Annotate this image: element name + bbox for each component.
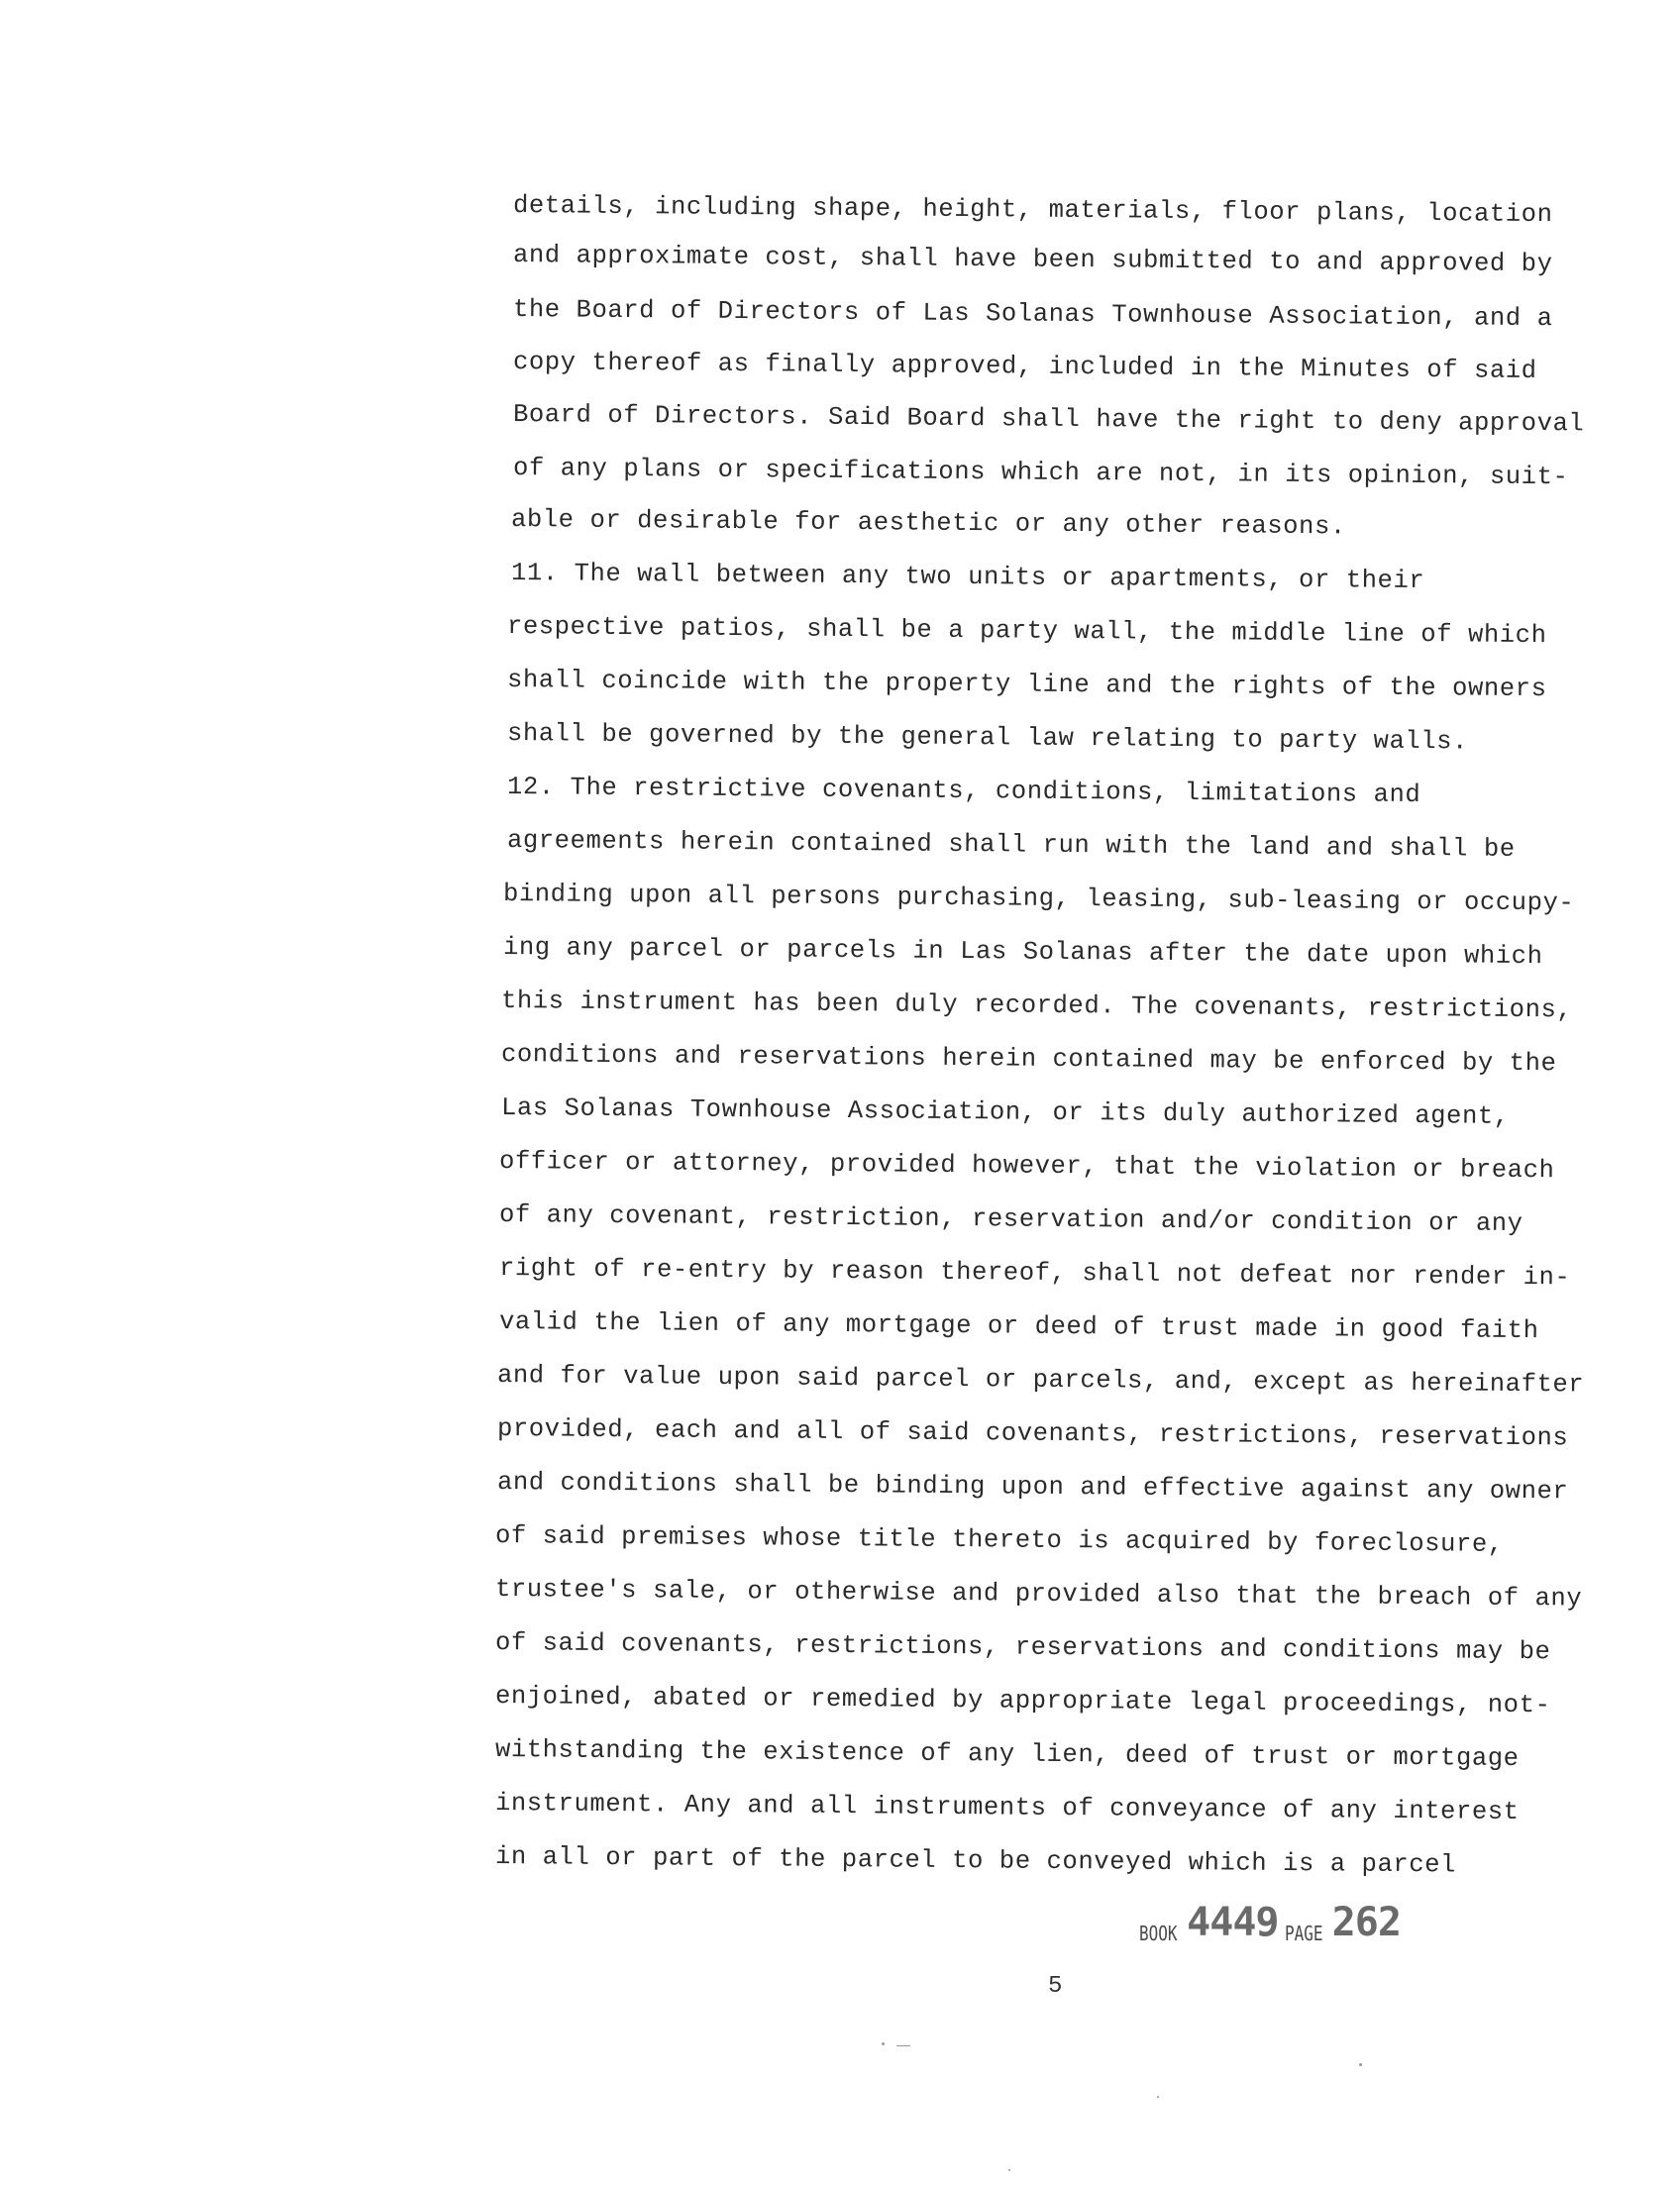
text-line: and conditions shall be binding upon and effective against any owner — [496, 1468, 1569, 1507]
text-line: copy thereof as finally approved, included in the Minutes of said — [512, 348, 1537, 386]
text-line: ing any parcel or parcels in Las Solanas after the date upon which — [502, 933, 1543, 972]
text-line: in all or part of the parcel to be conveyed which is a parcel — [494, 1842, 1457, 1880]
text-line: the Board of Directors of Las Solanas Townhouse Association, and a — [512, 295, 1553, 334]
page-number: 5 — [1048, 1973, 1063, 2000]
scan-speck — [1157, 2096, 1159, 2098]
text-line: conditions and reservations herein contained may be enforced by the — [500, 1040, 1557, 1079]
text-line: 11. The wall between any two units or apartments, or their — [510, 559, 1425, 596]
scan-speck — [1359, 2063, 1362, 2066]
stamp-book-number: 4449 — [1187, 1900, 1279, 1945]
text-line: of said covenants, restrictions, reservations and conditions may be — [494, 1628, 1551, 1667]
scan-speck — [896, 2045, 910, 2046]
text-line: provided, each and all of said covenants, restrictions, reservations — [496, 1414, 1569, 1453]
text-line: Board of Directors. Said Board shall have the right to deny approval — [512, 400, 1585, 439]
text-line: able or desirable for aesthetic or any other reasons. — [510, 505, 1346, 542]
text-line: agreements herein contained shall run with the land and shall be — [506, 826, 1516, 864]
text-line: 12. The restrictive covenants, conditions, limitations and — [506, 773, 1421, 810]
stamp-book-label: BOOK — [1139, 1922, 1178, 1945]
scan-speck — [1008, 2169, 1010, 2171]
text-line: of any plans or specifications which are not, in its opinion, suit- — [512, 454, 1569, 492]
text-line: instrument. Any and all instruments of conveyance of any interest — [494, 1789, 1520, 1827]
text-line: officer or attorney, provided however, that the violation or breach — [498, 1147, 1555, 1186]
text-line: Las Solanas Townhouse Association, or its duly authorized agent, — [500, 1094, 1510, 1131]
text-line: right of re-entry by reason thereof, shall not defeat nor render in- — [498, 1254, 1571, 1293]
text-line: enjoined, abated or remedied by appropriate legal proceedings, not- — [494, 1682, 1551, 1720]
recording-stamp — [1139, 1900, 1407, 1945]
scan-speck — [882, 2042, 885, 2045]
text-line: shall be governed by the general law relating to party walls. — [506, 719, 1469, 757]
text-line: withstanding the existence of any lien, deed of trust or mortgage — [494, 1735, 1520, 1774]
stamp-page-label: PAGE — [1284, 1922, 1323, 1945]
stamp-page-number: 262 — [1331, 1900, 1401, 1945]
text-line: binding upon all persons purchasing, leasing, sub-leasing or occupy- — [502, 880, 1575, 918]
text-line: shall coincide with the property line and the rights of the owners — [506, 666, 1547, 704]
text-line: and for value upon said parcel or parcels, and, except as hereinafter — [496, 1361, 1585, 1400]
text-line: trustee's sale, or otherwise and provided also that the breach of any — [494, 1575, 1583, 1614]
text-line: valid the lien of any mortgage or deed of trust made in good faith — [498, 1307, 1539, 1346]
text-line: of said premises whose title thereto is acquired by foreclosure, — [494, 1521, 1504, 1559]
text-line: details, including shape, height, materials, floor plans, location — [512, 191, 1553, 230]
text-line: of any covenant, restriction, reservation and/or condition or any — [498, 1200, 1523, 1239]
text-line: and approximate cost, shall have been submitted to and approved by — [512, 241, 1553, 279]
text-line: respective patios, shall be a party wall, the middle line of which — [506, 612, 1547, 651]
text-line: this instrument has been duly recorded. The covenants, restrictions, — [500, 987, 1573, 1025]
